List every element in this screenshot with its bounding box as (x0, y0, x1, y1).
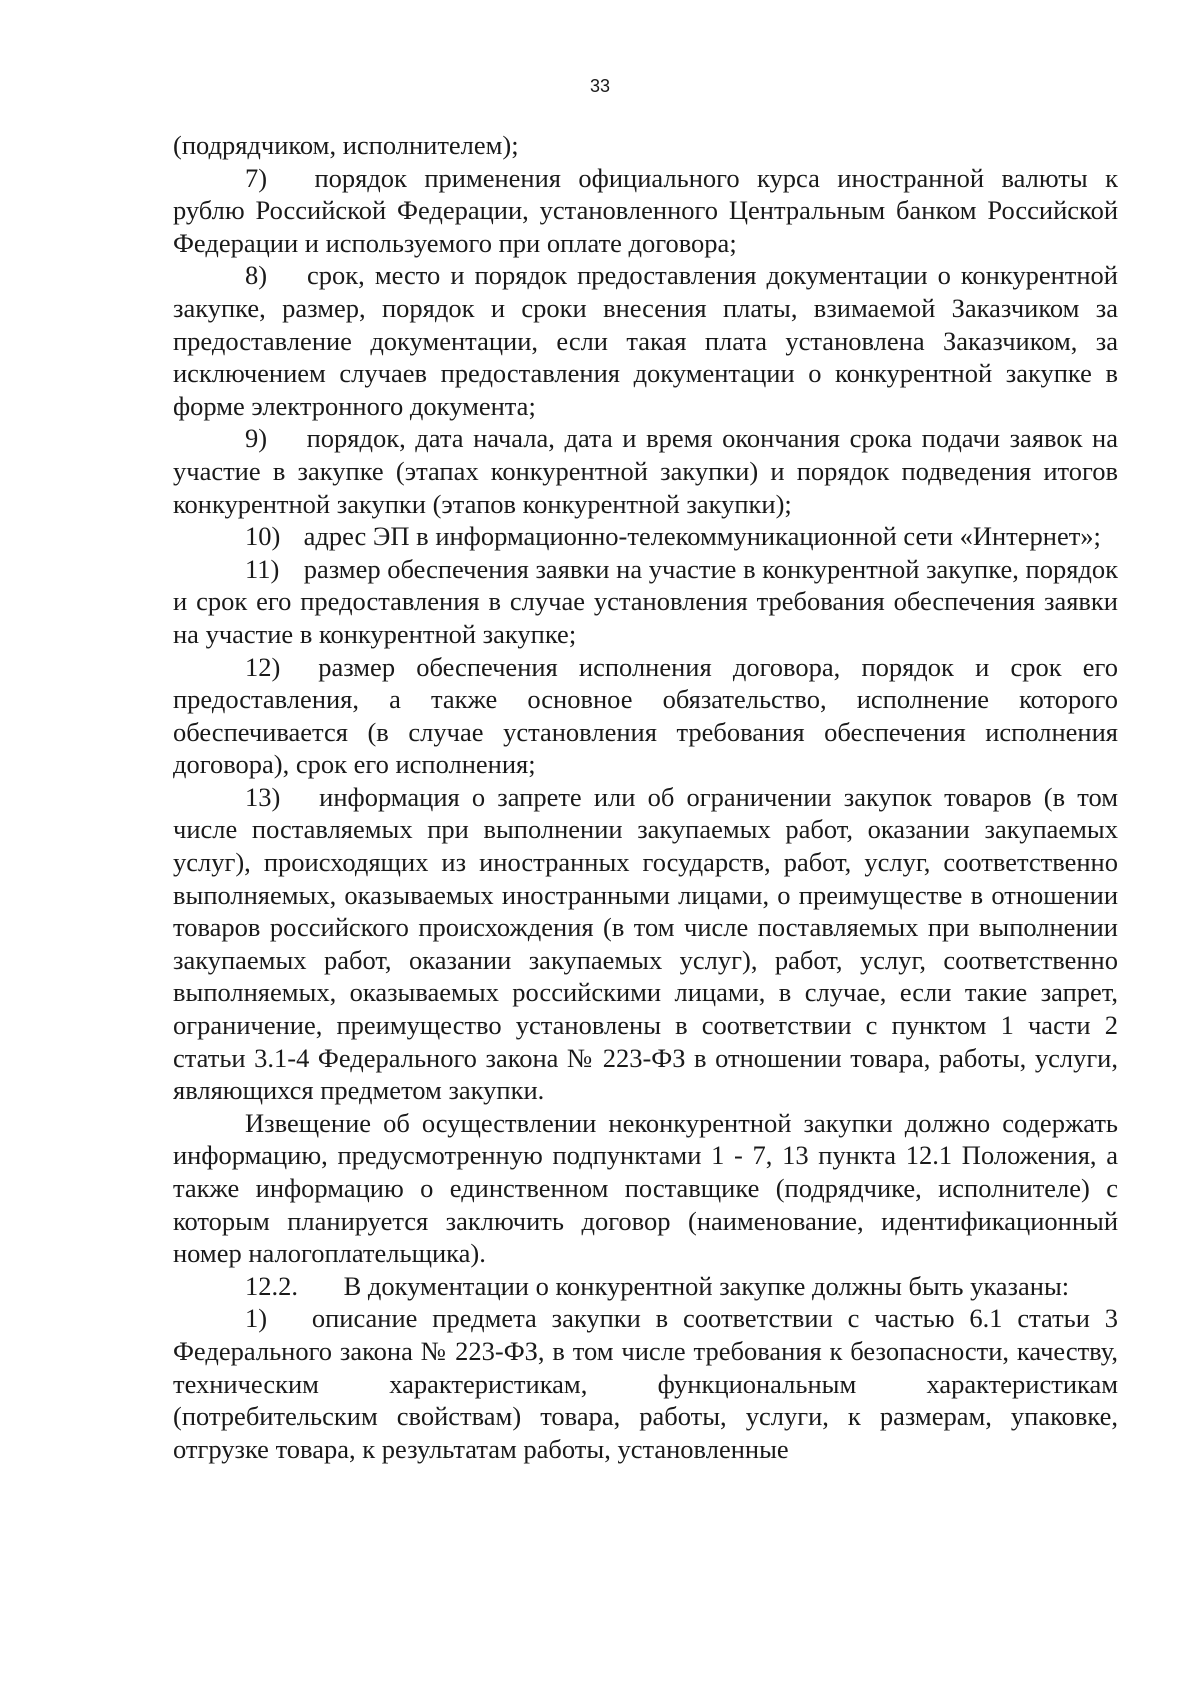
list-item-text: описание предмета закупки в соответствии с частью 6.1 статьи 3 Федерального закона № 223-ФЗ, в том числе требования к безопасности, качеству, техническим характеристикам, функциональным характеристикам (потребительским свойствам) товара, работы, услуги, к размерам, упаковке, отгрузке товара, к результатам работы, установленные (173, 1303, 1118, 1464)
document-body (173, 129, 1118, 1465)
list-item-text: срок, место и порядок предоставления документации о конкурентной закупке, размер, порядок и сроки внесения платы, взимаемой Заказчиком за предоставление документации, если такая плата установлена Заказчиком, за исключением случаев предоставления документации о конкурентной закупке в форме электронного документа; (173, 260, 1118, 421)
page-number: 33 (589, 76, 611, 96)
list-item-number: 11) (245, 553, 280, 584)
list-item-text: порядок применения официального курса иностранной валюты к рублю Российской Федерации, установленного Центральным банком Российской Федерации и используемого при оплате договора; (173, 162, 1118, 258)
list-item-text: адрес ЭП в информационно-телекоммуникационной сети «Интернет»; (303, 521, 1101, 552)
list-item-8 (173, 259, 1118, 422)
list-item-11 (173, 553, 1118, 651)
list-item-13 (173, 781, 1118, 1107)
paragraph-text: Извещение об осуществлении неконкурентной закупки должно содержать информацию, предусмотренную подпунктами 1 - 7, 13 пункта 12.1 Положения, а также информацию о единственном поставщике (подрядчике, исполнителе) с которым планируется заключить договор (наименование, идентификационный номер налогоплательщика). (173, 1107, 1118, 1269)
section-12-2 (173, 1270, 1118, 1303)
list-item-10 (173, 520, 1118, 553)
paragraph-non-competitive-notice (173, 1107, 1118, 1270)
list-item-number: 9) (245, 423, 268, 454)
list-item-text: информация о запрете или об ограничении закупок товаров (в том числе поставляемых при выполнении закупаемых работ, оказании закупаемых услуг), происходящих из иностранных государств, работ, услуг, соответственно выполняемых, оказываемых иностранными лицами, о преимуществе в отношении товаров российского происхождения (в том числе поставляемых при выполнении закупаемых работ, оказании закупаемых услуг), работ, услуг, соответственно выполняемых, оказываемых российскими лицами, в случае, если такие запрет, ограничение, преимущество установлены в соответствии с пунктом 1 части 2 статьи 3.1-4 Федерального закона № 223-ФЗ в отношении товара, работы, услуги, являющихся предметом закупки. (173, 781, 1118, 1106)
list-item-12 (173, 651, 1118, 781)
list-item-7 (173, 162, 1118, 260)
list-item-text: размер обеспечения заявки на участие в конкурентной закупке, порядок и срок его предоставления в случае установления требования обеспечения заявки на участие в конкурентной закупке; (173, 553, 1119, 649)
list-item-number: 13) (245, 781, 281, 812)
paragraph-text: (подрядчиком, исполнителем); (173, 130, 519, 160)
list-item-number: 12) (245, 651, 281, 682)
list-item-number: 8) (245, 260, 268, 291)
paragraph-continuation (173, 129, 1118, 162)
list-item-text: порядок, дата начала, дата и время окончания срока подачи заявок на участие в закупке (этапах конкурентной закупки) и порядок подведения итогов конкурентной закупки (этапов конкурентной закупки); (173, 423, 1118, 519)
list-item-number: 1) (245, 1303, 268, 1334)
section-number: 12.2. (245, 1270, 298, 1301)
list-item-number: 7) (245, 162, 268, 193)
section-text: В документации о конкурентной закупке должны быть указаны: (343, 1270, 1070, 1301)
list-item-text: размер обеспечения исполнения договора, порядок и срок его предоставления, а также основное обязательство, исполнение которого обеспечивается (в случае установления требования обеспечения исполнения договора), срок его исполнения; (173, 651, 1118, 780)
list-item-9 (173, 422, 1118, 520)
list-item-1 (173, 1302, 1118, 1465)
list-item-number: 10) (245, 521, 281, 552)
